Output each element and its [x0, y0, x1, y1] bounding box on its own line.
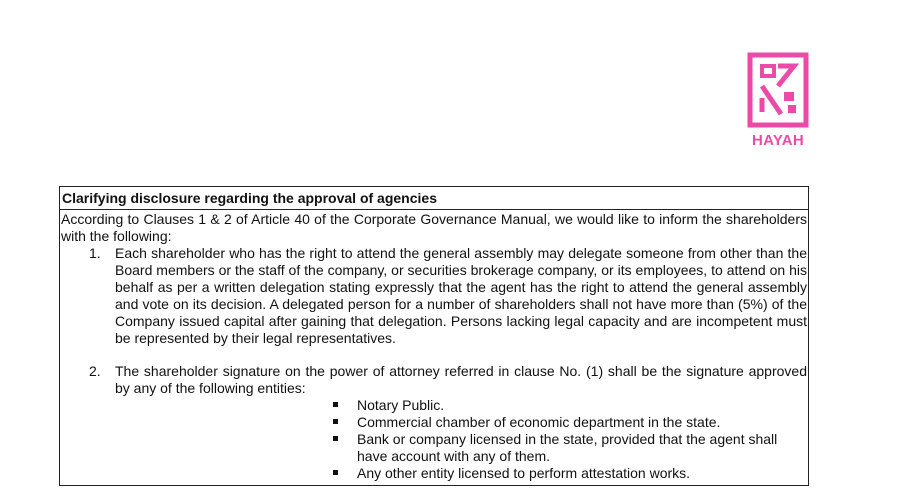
hayah-logo-text: HAYAH: [751, 132, 805, 149]
list-item-text: Each shareholder who has the right to attend the general assembly may delegate someone from other than the Board members or the staff of the company, or securities brokerage company, or its employees, to attend on his behalf as per a written delegation stating expressly that the agent has the right to attend the general assembly and vote on its decision. A delegated person for a number of shareholders shall not have more than (5%) of the Company issued capital after gaining that delegation. Persons lacking legal capacity and are incompetent must be represented by their legal representatives.: [115, 245, 807, 346]
bullet-icon: [333, 470, 338, 475]
list-item-2: [61, 363, 807, 482]
entity-item: [115, 465, 807, 482]
list-item-text: The shareholder signature on the power of attorney referred in clause No. (1) shall be the signature approved by any of the following entities:: [115, 363, 807, 396]
hayah-logo: [745, 52, 811, 152]
bullet-icon: [333, 419, 338, 424]
entity-text: Any other entity licensed to perform attestation works.: [357, 465, 691, 481]
entity-item: [115, 431, 807, 465]
bullet-icon: [333, 402, 338, 407]
entity-text: Commercial chamber of economic department in the state.: [357, 414, 721, 430]
list-item-number: 2.: [89, 363, 101, 379]
list-item-number: 1.: [89, 245, 101, 261]
entity-text: Notary Public.: [357, 397, 445, 413]
hayah-logo-mark: [747, 52, 809, 128]
disclosure-content: [60, 210, 808, 482]
list-spacer: [61, 347, 807, 363]
disclosure-intro: According to Clauses 1 & 2 of Article 40 of the Corporate Governance Manual, we would like to inform the shareholders with the following:: [61, 211, 807, 244]
disclosure-list: [61, 245, 807, 482]
disclosure-box: [59, 186, 809, 486]
list-item-1: [61, 245, 807, 347]
bullet-icon: [333, 436, 338, 441]
entity-list: [115, 397, 807, 482]
entity-text: Bank or company licensed in the state, provided that the agent shall have account with any of them.: [357, 431, 778, 464]
entity-item: [115, 414, 807, 431]
entity-item: [115, 397, 807, 414]
disclosure-title: Clarifying disclosure regarding the approval of agencies: [60, 187, 808, 210]
